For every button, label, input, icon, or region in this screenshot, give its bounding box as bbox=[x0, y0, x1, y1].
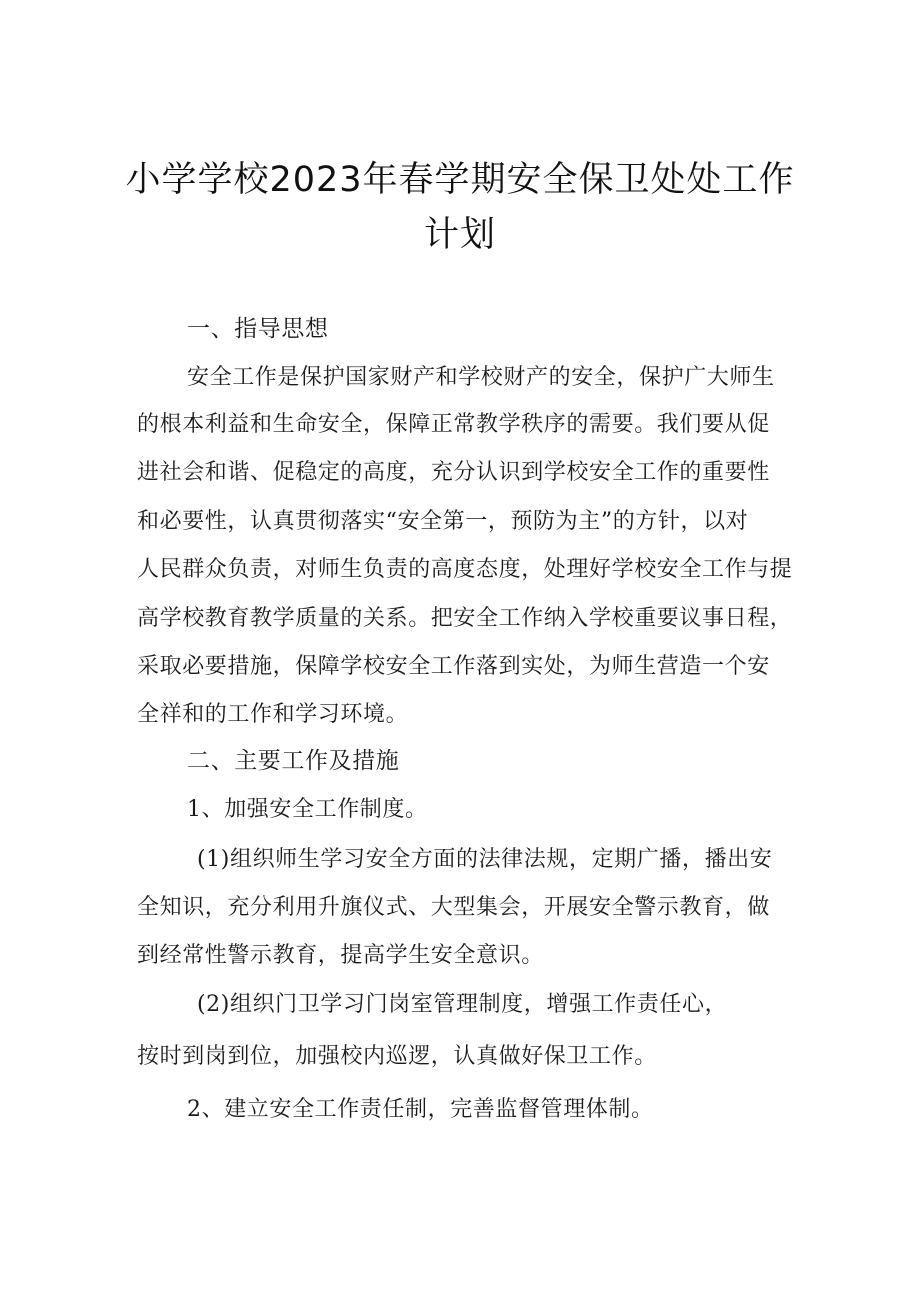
paragraph-line: 全祥和的工作和学习环境。 bbox=[137, 702, 409, 727]
document-title-line-1: 小学学校2023年春学期安全保卫处处工作 bbox=[125, 160, 795, 200]
paragraph-line: (2)组织门卫学习门岗室管理制度，增强工作责任心， bbox=[197, 992, 728, 1017]
paragraph-line: 人民群众负责，对师生负责的高度态度，处理好学校安全工作与提 bbox=[137, 557, 793, 582]
paragraph-line: 到经常性警示教育，提高学生安全意识。 bbox=[137, 943, 544, 968]
paragraph-line: 按时到岗到位，加强校内巡逻，认真做好保卫工作。 bbox=[137, 1044, 657, 1069]
section-heading-guiding-thought: 一、指导思想 bbox=[187, 316, 329, 342]
subsection-heading: 2、建立安全工作责任制，完善监督管理体制。 bbox=[187, 1097, 654, 1122]
paragraph-line: 进社会和谐、促稳定的高度，充分认识到学校安全工作的重要性 bbox=[137, 460, 770, 485]
paragraph-line: 的根本利益和生命安全，保障正常教学秩序的需要。我们要从促 bbox=[137, 412, 770, 437]
paragraph-line: (1)组织师生学习安全方面的法律法规，定期广播，播出安 bbox=[197, 847, 773, 872]
paragraph-line: 安全工作是保护国家财产和学校财产的安全，保护广大师生 bbox=[187, 365, 775, 390]
paragraph-line: 和必要性，认真贯彻落实“安全第一，预防为主”的方针，以对 bbox=[137, 509, 749, 534]
paragraph-line: 全知识，充分利用升旗仪式、大型集会，开展安全警示教育，做 bbox=[137, 895, 770, 920]
section-heading-main-work: 二、主要工作及措施 bbox=[187, 748, 400, 774]
document-title-line-2: 计划 bbox=[423, 215, 496, 255]
paragraph-line: 高学校教育教学质量的关系。把安全工作纳入学校重要议事日程， bbox=[137, 606, 793, 631]
subsection-heading: 1、加强安全工作制度。 bbox=[187, 797, 428, 822]
paragraph-line: 采取必要措施，保障学校安全工作落到实处，为师生营造一个安 bbox=[137, 654, 770, 679]
